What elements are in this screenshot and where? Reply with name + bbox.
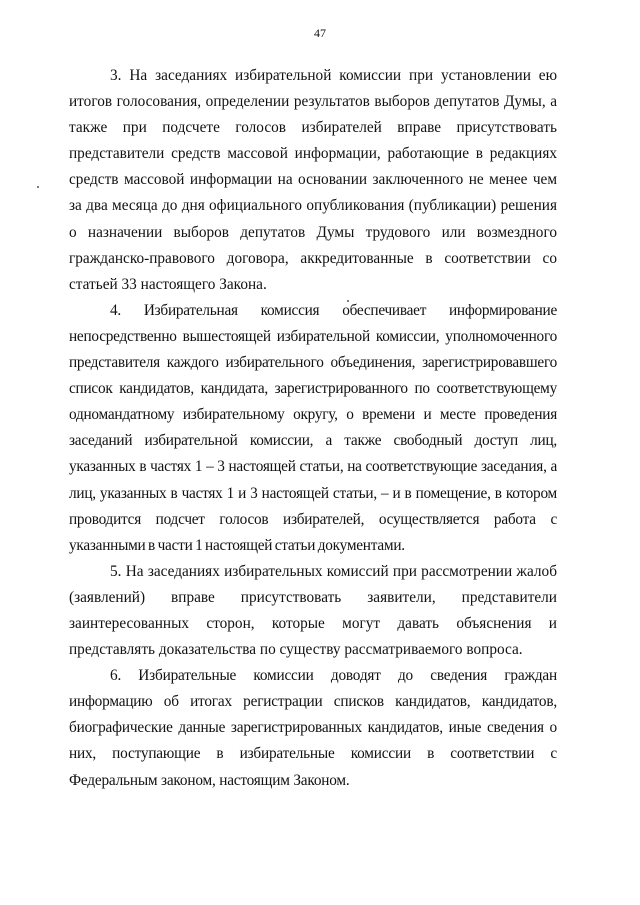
paragraph-4: 4. Избирательная комиссия обеспечивает информирование непосредственно вышестоящей избирательной комиссии, уполномоченного представителя каждого избирательного объединения, зарегистрировавшего список кандидатов, кандидата, зарегистрированного по соответствующему одномандатному избирательному округу, о времени и месте проведения заседаний избирательной комиссии, а также свободный доступ лиц, указанных в частях 1 – 3 настоящей статьи, на соответствующие заседания, а лиц, указанных в частях 1 и 3 настоящей статьи, – и в помещение, в котором проводится подсчет голосов избирателей, осуществляется работа с указанными в части 1 настоящей статьи документами.	[69, 301, 557, 554]
page-number: 47	[314, 26, 326, 40]
scan-speck	[347, 300, 349, 302]
paragraph-6: 6. Избирательные комиссии доводят до сведения граждан информацию об итогах регистрации списков кандидатов, кандидатов, биографические данные зарегистрированных кандидатов, иные сведения о них, поступающие в избирательные комиссии в соответствии с Федеральным законом, настоящим Законом.	[69, 667, 557, 789]
paragraph-5: 5. На заседаниях избирательных комиссий при рассмотрении жалоб (заявлений) вправе присутствовать заявители, представители заинтересованных сторон, которые могут давать объяснения и представлять доказательства по существу рассматриваемого вопроса.	[69, 562, 557, 659]
paragraph-3: 3. На заседаниях избирательной комиссии при установлении ею итогов голосования, определении результатов выборов депутатов Думы, а также при подсчете голосов избирателей вправе присутствовать представители средств массовой информации, работающие в редакциях средств массовой информации на основании заключенного не менее чем за два месяца до дня официального опубликования (публикации) решения о назначении выборов депутатов Думы трудового или возмездного гражданско-правового договора, аккредитованные в соответствии со статьей 33 настоящего Закона.	[69, 67, 557, 293]
document-body	[69, 63, 557, 794]
scan-speck	[37, 186, 39, 188]
